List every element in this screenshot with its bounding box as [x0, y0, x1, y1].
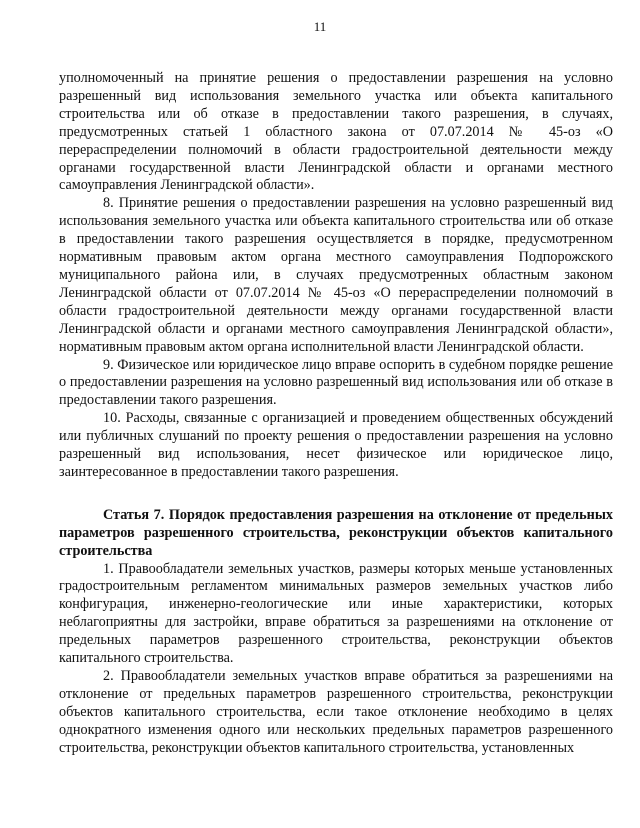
article-7-paragraph-2: 2. Правообладатели земельных участков вправе обратиться за разрешениями на отклонение от предельных параметров разрешенного строительства, реконструкции объектов капитального строительства, если такое отклонение необходимо в целях однократного изменения одного или нескольких предельных параметров разрешенного строительства, реконструкции объектов капитального строительства, установленных [59, 668, 613, 756]
paragraph-9: 9. Физическое или юридическое лицо вправе оспорить в судебном порядке решение о предоставлении разрешения на условно разрешенный вид использования или об отказе в предоставлении такого разрешения. [59, 356, 613, 409]
paragraph-8: 8. Принятие решения о предоставлении разрешения на условно разрешенный вид использования земельного участка или объекта капитального строительства или об отказе в предоставлении такого разрешения осуществляется в порядке, предусмотренном нормативным правовым актом органа местного самоуправления Подпорожского муниципального района или, в случаях предусмотренных областным законом Ленинградской области от 07.07.2014 № 45-оз «О перераспределении полномочий в области градостроительной деятельности между органами государственной власти Ленинградской области и органами местного самоуправления Ленинградской области», нормативным правовым актом органа исполнительной власти Ленинградской области. [59, 195, 613, 355]
paragraph-10: 10. Расходы, связанные с организацией и проведением общественных обсуждений или публичных слушаний по проекту решения о предоставлении разрешения на условно разрешенный вид использования, несет физическое или юридическое лицо, заинтересованное в предоставлении такого разрешения. [59, 410, 613, 480]
article-7-paragraph-1: 1. Правообладатели земельных участков, размеры которых меньше установленных градостроительным регламентом минимальных размеров земельных участков либо конфигурация, инженерно-геологические или иные характеристики, которых неблагоприятны для застройки, вправе обратиться за разрешениями на отклонение от предельных параметров разрешенного строительства, реконструкции объектов капитального строительства. [59, 560, 613, 667]
paragraph-continuation: уполномоченный на принятие решения о предоставлении разрешения на условно разрешенный вид использования земельного участка или объекта капитального строительства или об отказе в предоставлении такого разрешения, в случаях, предусмотренных статьей 1 областного закона от 07.07.2014 № 45-оз «О перераспределении полномочий в области градостроительной деятельности между органами государственной власти Ленинградской области и органами местного самоуправления Ленинградской области». [59, 70, 613, 194]
document-body [59, 70, 613, 758]
article-7-heading: Статья 7. Порядок предоставления разрешения на отклонение от предельных параметров разрешенного строительства, реконструкции объектов капитального строительства [59, 506, 613, 559]
page-number: 11 [313, 19, 327, 34]
